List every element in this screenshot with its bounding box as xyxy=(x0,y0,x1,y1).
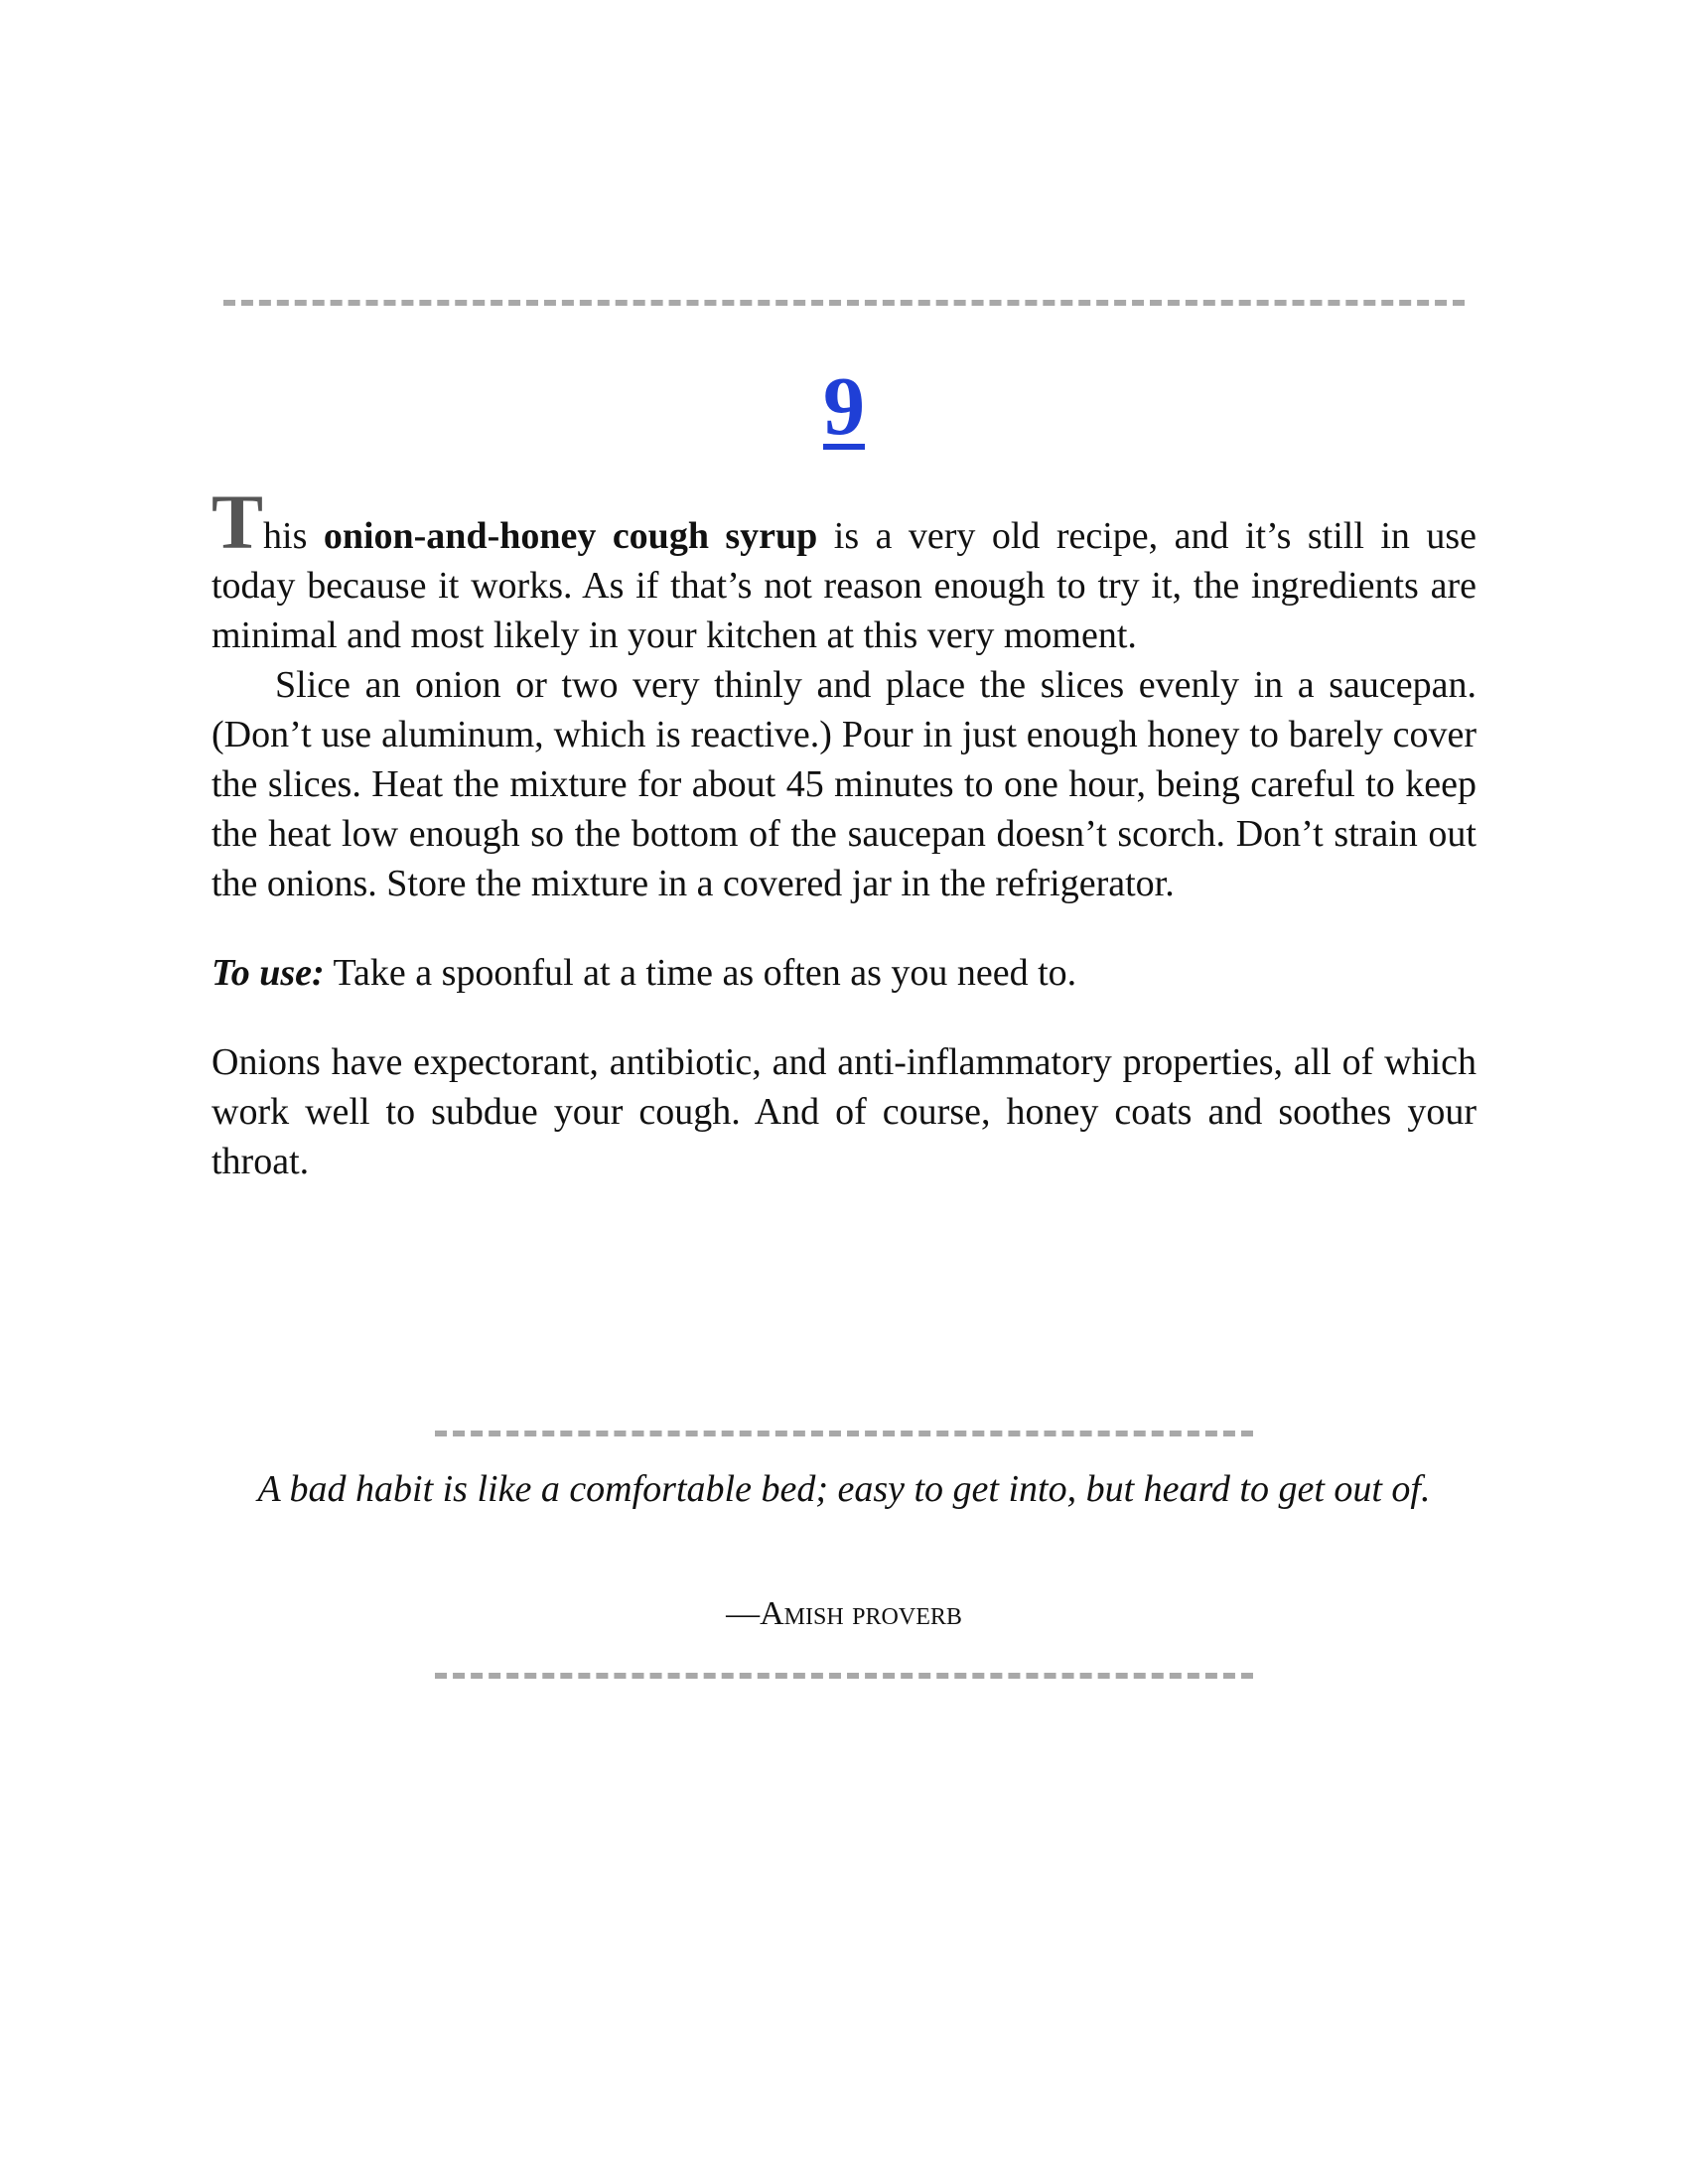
drop-cap: T xyxy=(211,478,264,565)
proverb-quote: A bad habit is like a comfortable bed; easy to get into, but heard to get out of. xyxy=(257,1468,1431,1510)
recipe-number-link[interactable]: 9 xyxy=(823,360,865,453)
instructions-paragraph: Slice an onion or two very thinly and place the slices evenly in a saucepan. (Don’t use aluminum, which is reactive.) Pour in just enough honey to barely cover the slices. Heat the mixture for about 45 minutes to one hour, being careful to keep the heat low enough so the bottom of the saucepan doesn’t scorch. Don’t strain out the onions. Store the mixture in a covered jar in the refrigerator. xyxy=(211,664,1477,904)
recipe-number-heading xyxy=(0,357,1688,457)
to-use-paragraph xyxy=(211,948,1477,998)
intro-text: is a very old recipe, and it’s still in use today because it works. As if that’s not reason enough to try it, the ingredients are minimal and most likely in your kitchen at this very moment. xyxy=(211,515,1477,656)
dashed-divider-top xyxy=(223,300,1465,306)
recipe-name: onion-and-honey cough syrup xyxy=(323,515,818,557)
dashed-divider-quote-bottom xyxy=(435,1673,1253,1679)
recipe-body xyxy=(211,478,1477,1186)
intro-lead: his xyxy=(263,515,324,557)
dashed-divider-quote-top xyxy=(435,1431,1253,1436)
benefits-paragraph: Onions have expectorant, antibiotic, and anti-inflammatory properties, all of which work well to subdue your cough. And of course, honey coats and soothes your throat. xyxy=(211,1041,1477,1182)
to-use-text: Take a spoonful at a time as often as you need to. xyxy=(324,952,1077,994)
to-use-label: To use: xyxy=(211,952,325,994)
intro-paragraph xyxy=(211,478,1477,660)
proverb-attribution: —Amish proverb xyxy=(726,1595,962,1632)
